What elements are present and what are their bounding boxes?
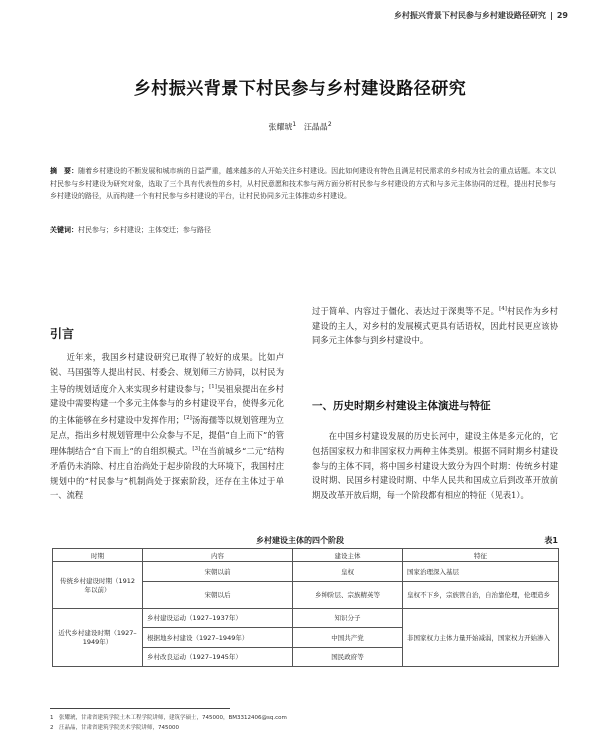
header-separator: | <box>549 11 553 20</box>
table-number: 表1 <box>544 536 558 545</box>
left-column-text <box>50 350 284 503</box>
feature-cell: 国家治理深入基层 <box>403 562 559 582</box>
footnote: 1 张耀琥，甘肃省建筑学院土木工程学院讲师，建筑学硕士，745000，BM3312406@sq.com <box>50 715 287 721</box>
intro-continuation <box>312 302 558 348</box>
table-header-cell: 特征 <box>403 549 559 562</box>
content-cell: 根据地乡村建设（1927–1949年） <box>143 628 293 648</box>
intro-text-3: 汤海孺等以规划管理为立足点，指出乡村规划管理中公众参与不足，提倡“自上而下”的管理体制结合“自下而上”的自组织模式。 <box>50 414 284 457</box>
period-cell: 近代乡村建设时期（1927–1949年） <box>53 608 143 667</box>
table-row <box>53 608 559 628</box>
subject-cell: 皇权 <box>293 562 403 582</box>
author-mark: 2 <box>327 121 332 128</box>
continuation-text-2: 村民作为乡村建设的主人，对乡村的发展模式更具有话语权，因此村民更应该协同多元主体参与到乡村建设中。 <box>312 305 558 346</box>
section-1-paragraph: 在中国乡村建设发展的历史长河中，建设主体是多元化的，它包括国家权力和非国家权力两种主体类别。根据不同时期乡村建设参与的主体不同，将中国乡村建设大致分为四个时期：传统乡村建设时期、民国乡村建设时期、中华人民共和国成立后到改革开放前期及改革开放后期，每一个阶段都有相应的特征（见表1）。 <box>312 431 558 501</box>
subjects-table <box>52 548 559 667</box>
table-header-cell: 内容 <box>143 549 293 562</box>
intro-heading: 引言 <box>50 327 75 341</box>
subject-cell: 中国共产党 <box>293 628 403 648</box>
citation-1: [1] <box>209 383 217 390</box>
intro-paragraph <box>50 350 284 503</box>
table-row <box>53 562 559 582</box>
intro-text-4: 在当前城乡“二元”结构矛盾仍未消除、村庄自治尚处于起步阶段的大环境下，我国村庄规划中的“村民参与”机制尚处于探索阶段，还存在主体过于单一、流程 <box>50 446 284 501</box>
table-header-row <box>53 549 559 562</box>
abstract-label: 摘 要： <box>50 167 79 175</box>
subject-cell: 乡绅阶层、宗族精英等 <box>293 581 403 608</box>
content-cell: 乡村改良运动（1927–1945年） <box>143 647 293 667</box>
author-line <box>0 121 600 133</box>
section-1-heading: 一、历史时期乡村建设主体演进与特征 <box>312 400 491 412</box>
citation-3: [3] <box>192 446 201 453</box>
keywords-text: 村民参与；乡村建设；主体变迁；参与路径 <box>78 226 211 234</box>
intro-text-2: 吴祖泉提出在乡村建设中需要构建一个多元主体参与的乡村建设平台，使得多元化的主体能够在乡村建设中发挥作用； <box>50 383 284 425</box>
keywords <box>50 225 556 235</box>
content-cell: 乡村建设运动（1927–1937年） <box>143 608 293 628</box>
abstract-text: 随着乡村建设的不断发展和城市病的日益严重，越来越多的人开始关注乡村建设。因此如何建设有特色且满足村民需求的乡村成为社会的重点话题。本文以村民参与乡村建设为研究对象，选取了三个具有代表性的乡村，从村民意愿和技术参与两方面分析村民参与乡村建设的方式和与多元主体协同的过程，提出村民参与乡村建设的路径，从而构建一个有村民参与乡村建设的平台，让村民协同多元主体推动乡村建设。 <box>50 167 557 201</box>
table-header-cell: 时期 <box>53 549 143 562</box>
intro-text-1: 近年来，我国乡村建设研究已取得了较好的成果。比如卢锐、马国强等人提出村民、村委会、规划师三方协同，以村民为主导的规划适度介入来实现乡村建设参与； <box>50 352 284 394</box>
citation-4: [4] <box>499 306 507 312</box>
feature-cell: 非国家权力主体力量开始减弱，国家权力开始渗入 <box>403 608 559 667</box>
section-1-text <box>312 429 558 503</box>
header-page-number: 29 <box>556 11 568 20</box>
subject-cell: 知识分子 <box>293 608 403 628</box>
author-mark: 1 <box>292 121 297 128</box>
content-cell: 宋朝以前 <box>143 562 293 582</box>
article-title: 乡村振兴背景下村民参与乡村建设路径研究 <box>133 79 467 99</box>
running-header <box>394 10 568 21</box>
table-title: 乡村建设主体的四个阶段 <box>256 536 344 545</box>
period-cell: 传统乡村建设时期（1912年以前） <box>53 562 143 609</box>
subject-cell: 国民政府等 <box>293 647 403 667</box>
author-name: 汪晶晶 <box>303 122 328 132</box>
table-header-cell: 建设主体 <box>293 549 403 562</box>
feature-cell: 皇权不下乡，宗族管自治，自治靠伦理，伦理造乡 <box>403 581 559 608</box>
header-journal: 乡村振兴背景下村民参与乡村建设路径研究 <box>393 11 546 20</box>
right-column-top-text <box>312 302 558 348</box>
keywords-label: 关键词： <box>50 226 78 234</box>
continuation-text-1: 过于简单、内容过于僵化、表达过于深奥等不足。 <box>312 305 500 316</box>
citation-2: [2] <box>184 414 192 421</box>
footnote-rule <box>50 708 230 709</box>
author-name: 张耀琥 <box>268 122 293 132</box>
content-cell: 宋朝以后 <box>143 581 293 608</box>
footnote: 2 汪晶晶，甘肃省建筑学院美术学院讲师，745000 <box>50 725 179 731</box>
abstract <box>50 165 556 203</box>
